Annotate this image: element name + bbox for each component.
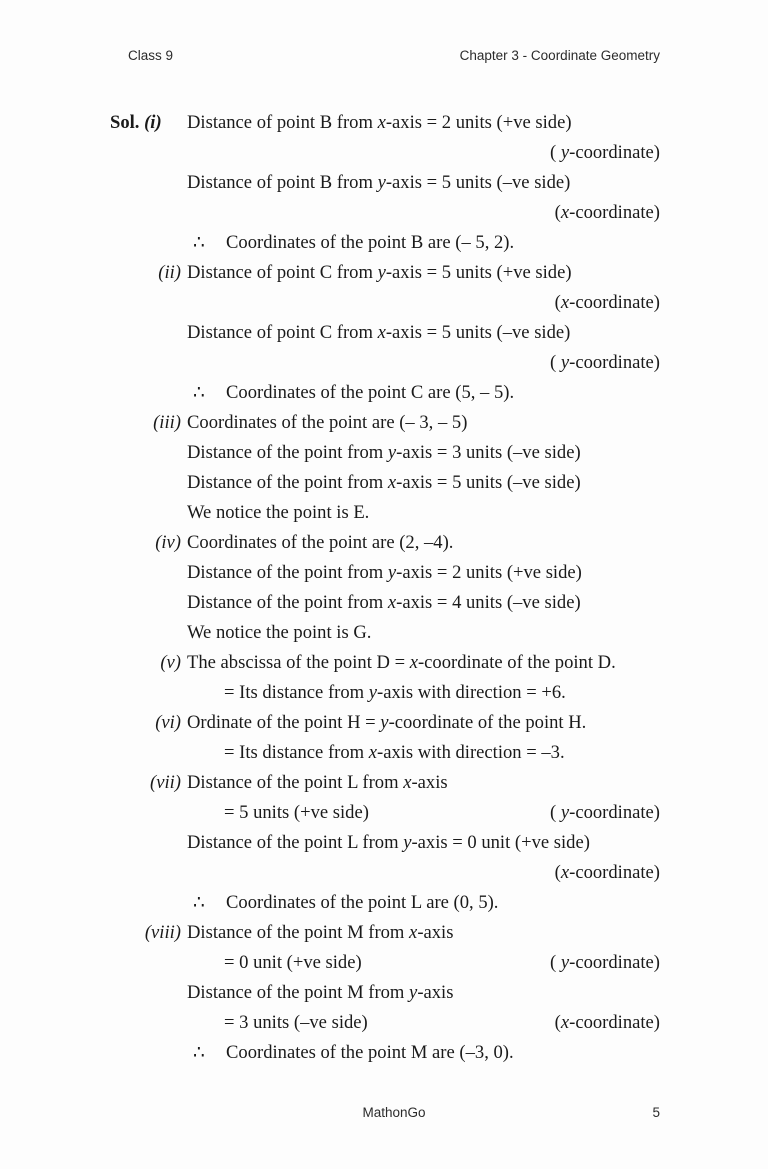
item-numeral: (i) (144, 112, 162, 133)
gutter-spacer (108, 678, 187, 708)
statement-with-annotation (187, 798, 660, 828)
statement-line (187, 408, 660, 438)
statement-line (187, 498, 660, 528)
gutter-spacer (108, 858, 187, 888)
statement-text: Distance of the point from x-axis = 4 units (–ve side) (187, 592, 581, 613)
gutter-spacer (108, 138, 187, 168)
solution-line (108, 678, 660, 708)
conclusion-text: Coordinates of the point B are (– 5, 2). (226, 232, 515, 253)
statement-line (187, 438, 660, 468)
statement-text: Distance of the point from y-axis = 2 units (+ve side) (187, 562, 582, 583)
solution-line (108, 888, 660, 918)
conclusion-line (187, 888, 660, 918)
statement-with-annotation (187, 1008, 660, 1038)
statement-line (187, 558, 660, 588)
solution-line (108, 978, 660, 1008)
gutter-spacer (108, 888, 187, 918)
coordinate-annotation: ( y-coordinate) (550, 952, 660, 973)
statement-text: Distance of point B from x-axis = 2 units (+ve side) (187, 112, 572, 133)
statement-line (187, 468, 660, 498)
statement-line (187, 648, 660, 678)
item-numeral-cell (108, 768, 187, 798)
solution-line (108, 198, 660, 228)
solution-line (108, 438, 660, 468)
solution-line (108, 408, 660, 438)
coordinate-annotation-line (187, 288, 660, 318)
statement-text: Distance of the point M from x-axis (187, 922, 454, 943)
solution-label-and-numeral (108, 108, 187, 138)
statement-text: = 3 units (–ve side) (224, 1012, 368, 1033)
coordinate-annotation: ( y-coordinate) (550, 802, 660, 823)
item-numeral-cell (108, 258, 187, 288)
therefore-icon: ∴ (193, 232, 205, 253)
statement-text: Ordinate of the point H = y-coordinate of the point H. (187, 712, 587, 733)
solution-line (108, 498, 660, 528)
coordinate-annotation: (x-coordinate) (554, 202, 660, 223)
solution-body (108, 108, 660, 1068)
conclusion-line (187, 1038, 660, 1068)
item-numeral: (ii) (158, 262, 181, 283)
running-head-class: Class 9 (128, 48, 174, 63)
conclusion-text: Coordinates of the point C are (5, – 5). (226, 382, 515, 403)
solution-line (108, 348, 660, 378)
conclusion-text: Coordinates of the point L are (0, 5). (226, 892, 499, 913)
solution-line (108, 318, 660, 348)
conclusion-line (187, 378, 660, 408)
item-numeral-cell (108, 648, 187, 678)
solution-line (108, 708, 660, 738)
gutter-spacer (108, 1038, 187, 1068)
therefore-icon: ∴ (193, 1042, 205, 1063)
gutter-spacer (108, 318, 187, 348)
statement-text: Coordinates of the point are (– 3, – 5) (187, 412, 468, 433)
item-numeral-cell (108, 918, 187, 948)
gutter-spacer (108, 498, 187, 528)
therefore-icon: ∴ (193, 892, 205, 913)
coordinate-annotation: (x-coordinate) (554, 1012, 660, 1033)
statement-line (187, 918, 660, 948)
solution-line (108, 108, 660, 138)
statement-text: The abscissa of the point D = x-coordinate of the point D. (187, 652, 616, 673)
gutter-spacer (108, 288, 187, 318)
solution-line (108, 1038, 660, 1068)
gutter-spacer (108, 738, 187, 768)
item-numeral: (iv) (155, 532, 181, 553)
gutter-spacer (108, 618, 187, 648)
gutter-spacer (108, 798, 187, 828)
coordinate-annotation-line (187, 858, 660, 888)
coordinate-annotation: ( y-coordinate) (550, 352, 660, 373)
item-numeral: (vii) (150, 772, 181, 793)
gutter-spacer (108, 468, 187, 498)
solution-line (108, 1008, 660, 1038)
solution-line (108, 798, 660, 828)
statement-line (187, 618, 660, 648)
statement-text: = 5 units (+ve side) (224, 802, 369, 823)
conclusion-line (187, 228, 660, 258)
solution-line (108, 558, 660, 588)
statement-text: Distance of the point from x-axis = 5 units (–ve side) (187, 472, 581, 493)
statement-line (187, 588, 660, 618)
gutter-spacer (108, 978, 187, 1008)
gutter-spacer (108, 378, 187, 408)
item-numeral-cell (108, 408, 187, 438)
item-numeral-cell (108, 708, 187, 738)
solution-line (108, 138, 660, 168)
statement-line (187, 318, 660, 348)
solution-line (108, 588, 660, 618)
statement-line (187, 168, 660, 198)
statement-text: = Its distance from y-axis with direction = +6. (224, 682, 566, 703)
coordinate-annotation-line (187, 348, 660, 378)
statement-line (187, 828, 660, 858)
item-numeral-cell (108, 528, 187, 558)
solution-line (108, 858, 660, 888)
solution-line (108, 948, 660, 978)
statement-line (187, 108, 660, 138)
statement-text: Distance of the point L from y-axis = 0 unit (+ve side) (187, 832, 590, 853)
gutter-spacer (108, 348, 187, 378)
page-footer (128, 1105, 660, 1125)
statement-text: Distance of the point from y-axis = 3 units (–ve side) (187, 442, 581, 463)
gutter-spacer (108, 558, 187, 588)
item-numeral: (viii) (144, 922, 181, 943)
coordinate-annotation: (x-coordinate) (554, 292, 660, 313)
footer-page-number: 5 (652, 1105, 660, 1120)
item-numeral: (vi) (155, 712, 181, 733)
running-head (128, 48, 660, 68)
gutter-spacer (108, 228, 187, 258)
solution-line (108, 528, 660, 558)
statement-line (187, 528, 660, 558)
coordinate-annotation: (x-coordinate) (554, 862, 660, 883)
statement-text: Distance of the point L from x-axis (187, 772, 448, 793)
statement-text: We notice the point is G. (187, 622, 372, 643)
statement-text: We notice the point is E. (187, 502, 370, 523)
statement-text: = 0 unit (+ve side) (224, 952, 362, 973)
solution-line (108, 378, 660, 408)
solution-line (108, 918, 660, 948)
gutter-spacer (108, 1008, 187, 1038)
solution-line (108, 228, 660, 258)
statement-text: Coordinates of the point are (2, –4). (187, 532, 454, 553)
statement-text: Distance of the point M from y-axis (187, 982, 454, 1003)
solution-line (108, 168, 660, 198)
solution-line (108, 768, 660, 798)
conclusion-text: Coordinates of the point M are (–3, 0). (226, 1042, 514, 1063)
solution-label: Sol. (110, 112, 140, 133)
solution-line (108, 648, 660, 678)
solution-line (108, 618, 660, 648)
gutter-spacer (108, 588, 187, 618)
statement-line (187, 768, 660, 798)
therefore-icon: ∴ (193, 382, 205, 403)
coordinate-annotation-line (187, 138, 660, 168)
gutter-spacer (108, 438, 187, 468)
gutter-spacer (108, 948, 187, 978)
solution-line (108, 468, 660, 498)
gutter-spacer (108, 198, 187, 228)
running-head-chapter: Chapter 3 - Coordinate Geometry (459, 48, 660, 63)
solution-line (108, 258, 660, 288)
coordinate-annotation: ( y-coordinate) (550, 142, 660, 163)
statement-with-annotation (187, 948, 660, 978)
solution-line (108, 738, 660, 768)
gutter-spacer (108, 828, 187, 858)
item-numeral: (v) (160, 652, 181, 673)
coordinate-annotation-line (187, 198, 660, 228)
statement-line (187, 738, 660, 768)
statement-line (187, 708, 660, 738)
statement-line (187, 678, 660, 708)
item-numeral: (iii) (153, 412, 181, 433)
statement-line (187, 978, 660, 1008)
statement-text: Distance of point B from y-axis = 5 units (–ve side) (187, 172, 571, 193)
footer-brand: MathonGo (362, 1105, 426, 1120)
statement-text: = Its distance from x-axis with direction = –3. (224, 742, 565, 763)
gutter-spacer (108, 168, 187, 198)
statement-line (187, 258, 660, 288)
solution-line (108, 288, 660, 318)
statement-text: Distance of point C from y-axis = 5 units (+ve side) (187, 262, 572, 283)
solution-line (108, 828, 660, 858)
statement-text: Distance of point C from x-axis = 5 units (–ve side) (187, 322, 571, 343)
